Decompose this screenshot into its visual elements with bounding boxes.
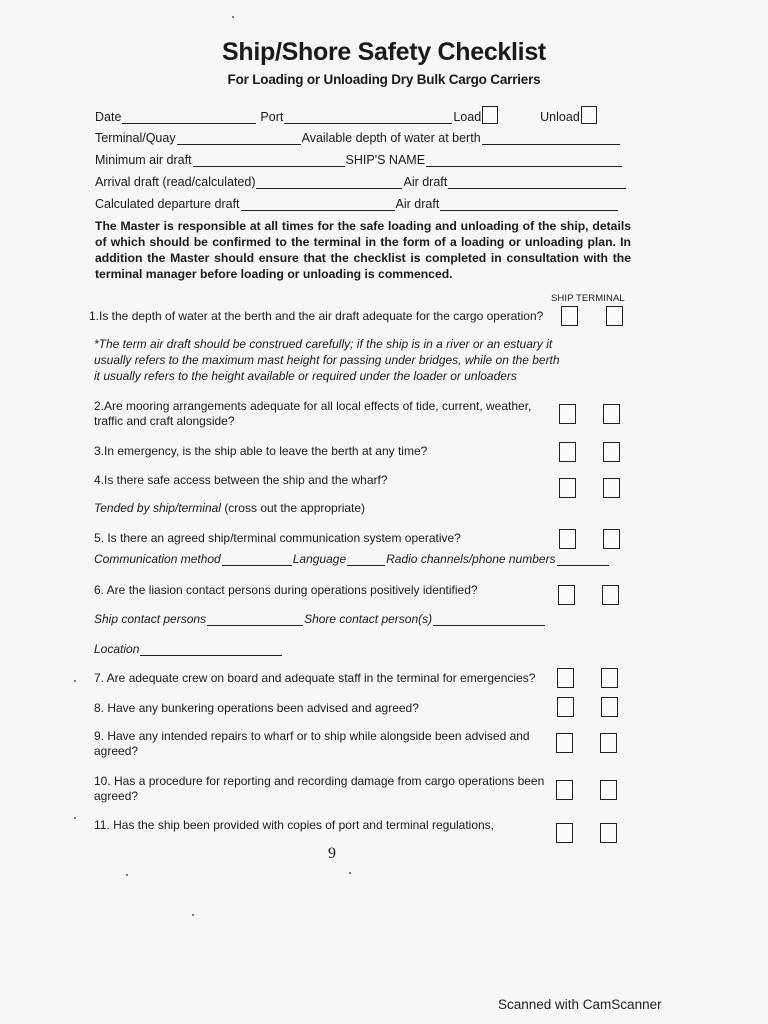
q11-ship-checkbox[interactable] [556,823,573,843]
q6-location-row [94,642,283,656]
row-arrival-draft [95,175,627,189]
location-field[interactable] [140,643,282,656]
q1-terminal-checkbox[interactable] [606,306,623,326]
language-label: Language [292,552,347,566]
scanner-watermark: Scanned with CamScanner [498,997,662,1012]
air-draft-field-2[interactable] [440,198,618,211]
tended-by-label: Tended by ship/terminal [94,501,221,515]
ship-contact-field[interactable] [207,613,303,626]
q6-contacts-row [94,612,546,626]
q5-terminal-checkbox[interactable] [603,529,620,549]
q5-details-row [94,552,610,566]
communication-method-field[interactable] [222,553,292,566]
port-field[interactable] [284,111,452,124]
scan-speck [74,680,76,682]
radio-channels-label: Radio channels/phone numbers [386,552,556,566]
ship-contact-label: Ship contact persons [94,612,207,626]
question-1: 1.Is the depth of water at the berth and the air draft adequate for the cargo operation? [89,309,544,323]
q11-terminal-checkbox[interactable] [600,823,617,843]
communication-method-label: Communication method [94,552,221,566]
location-label: Location [94,642,140,656]
scan-speck [126,874,128,876]
load-label: Load [453,110,482,124]
air-draft-label-2: Air draft [395,197,440,211]
q4-ship-checkbox[interactable] [559,478,576,498]
scan-speck [74,817,76,819]
terminal-quay-field[interactable] [177,132,301,145]
page-title: Ship/Shore Safety Checklist [222,38,546,66]
calc-departure-draft-field[interactable] [241,198,395,211]
q6-ship-checkbox[interactable] [558,585,575,605]
question-6: 6. Are the liasion contact persons during operations positively identified? [94,583,478,597]
question-10: 10. Has a procedure for reporting and recording damage from cargo operations been agreed? [94,774,545,803]
shore-contact-label: Shore contact person(s) [304,612,433,626]
scan-speck [232,16,234,18]
row-date-port [95,106,597,124]
q7-terminal-checkbox[interactable] [601,668,618,688]
unload-checkbox[interactable] [581,106,597,124]
question-9: 9. Have any intended repairs to wharf or to ship while alongside been advised and agreed? [94,729,530,758]
q8-ship-checkbox[interactable] [557,697,574,717]
language-field[interactable] [347,553,385,566]
port-label: Port [260,110,284,124]
question-2: 2.Are mooring arrangements adequate for all local effects of tide, current, weather, traffic and craft alongside? [94,399,532,428]
arrival-draft-field[interactable] [256,176,402,189]
question-5: 5. Is there an agreed ship/terminal communication system operative? [94,531,461,545]
q9-terminal-checkbox[interactable] [600,733,617,753]
tended-by-note [94,501,365,516]
scan-speck [349,872,351,874]
page-subtitle: For Loading or Unloading Dry Bulk Cargo Carriers [227,72,541,87]
question-11: 11. Has the ship been provided with copies of port and terminal regulations, [94,818,495,832]
calc-departure-draft-label: Calculated departure draft [95,197,240,211]
q2-terminal-checkbox[interactable] [603,404,620,424]
row-departure-draft [95,197,619,211]
available-depth-label: Available depth of water at berth [301,131,481,145]
date-label: Date [95,110,122,124]
q8-terminal-checkbox[interactable] [601,697,618,717]
unload-label: Unload [540,110,580,124]
question-7: 7. Are adequate crew on board and adequate staff in the terminal for emergencies? [94,671,536,685]
q6-terminal-checkbox[interactable] [602,585,619,605]
question-4: 4.Is there safe access between the ship and the wharf? [94,473,388,487]
load-checkbox[interactable] [482,106,498,124]
arrival-draft-label: Arrival draft (read/calculated) [95,175,256,189]
page-number: 9 [328,845,336,862]
ships-name-label: SHIP'S NAME [345,153,426,167]
q2-ship-checkbox[interactable] [559,404,576,424]
q9-ship-checkbox[interactable] [556,733,573,753]
air-draft-field-1[interactable] [448,176,626,189]
ships-name-field[interactable] [426,154,622,167]
shore-contact-field[interactable] [433,613,545,626]
min-air-draft-label: Minimum air draft [95,153,192,167]
q1-ship-checkbox[interactable] [561,306,578,326]
question-3: 3.In emergency, is the ship able to leave the berth at any time? [94,444,428,458]
radio-channels-field[interactable] [557,553,609,566]
column-header-ship-terminal: SHIP TERMINAL [551,293,625,304]
row-air-draft [95,153,623,167]
question-8: 8. Have any bunkering operations been advised and agreed? [94,701,419,715]
terminal-quay-label: Terminal/Quay [95,131,176,145]
master-responsibility-paragraph: The Master is responsible at all times for the safe loading and unloading of the ship, details of which should be confirmed to the terminal in the form of a loading or unloading plan. In addition the Master should ensure that the checklist is completed in consultation with the terminal manager before loading or unloading is commenced. [95,219,631,281]
available-depth-field[interactable] [482,132,620,145]
q3-terminal-checkbox[interactable] [603,442,620,462]
air-draft-note: *The term air draft should be construed carefully; if the ship is in a river or an estuary it usually refers to the maximum mast height for passing under bridges, while on the berth it usually refers to the height available or required under the loader or unloaders [94,337,560,383]
q7-ship-checkbox[interactable] [557,668,574,688]
air-draft-label-1: Air draft [403,175,448,189]
q10-terminal-checkbox[interactable] [600,780,617,800]
q5-ship-checkbox[interactable] [559,529,576,549]
min-air-draft-field[interactable] [193,154,345,167]
q10-ship-checkbox[interactable] [556,780,573,800]
row-terminal [95,131,621,145]
q4-terminal-checkbox[interactable] [603,478,620,498]
q3-ship-checkbox[interactable] [559,442,576,462]
tended-by-instruction: (cross out the appropriate) [224,501,366,515]
date-field[interactable] [122,111,256,124]
scan-speck [192,914,194,916]
